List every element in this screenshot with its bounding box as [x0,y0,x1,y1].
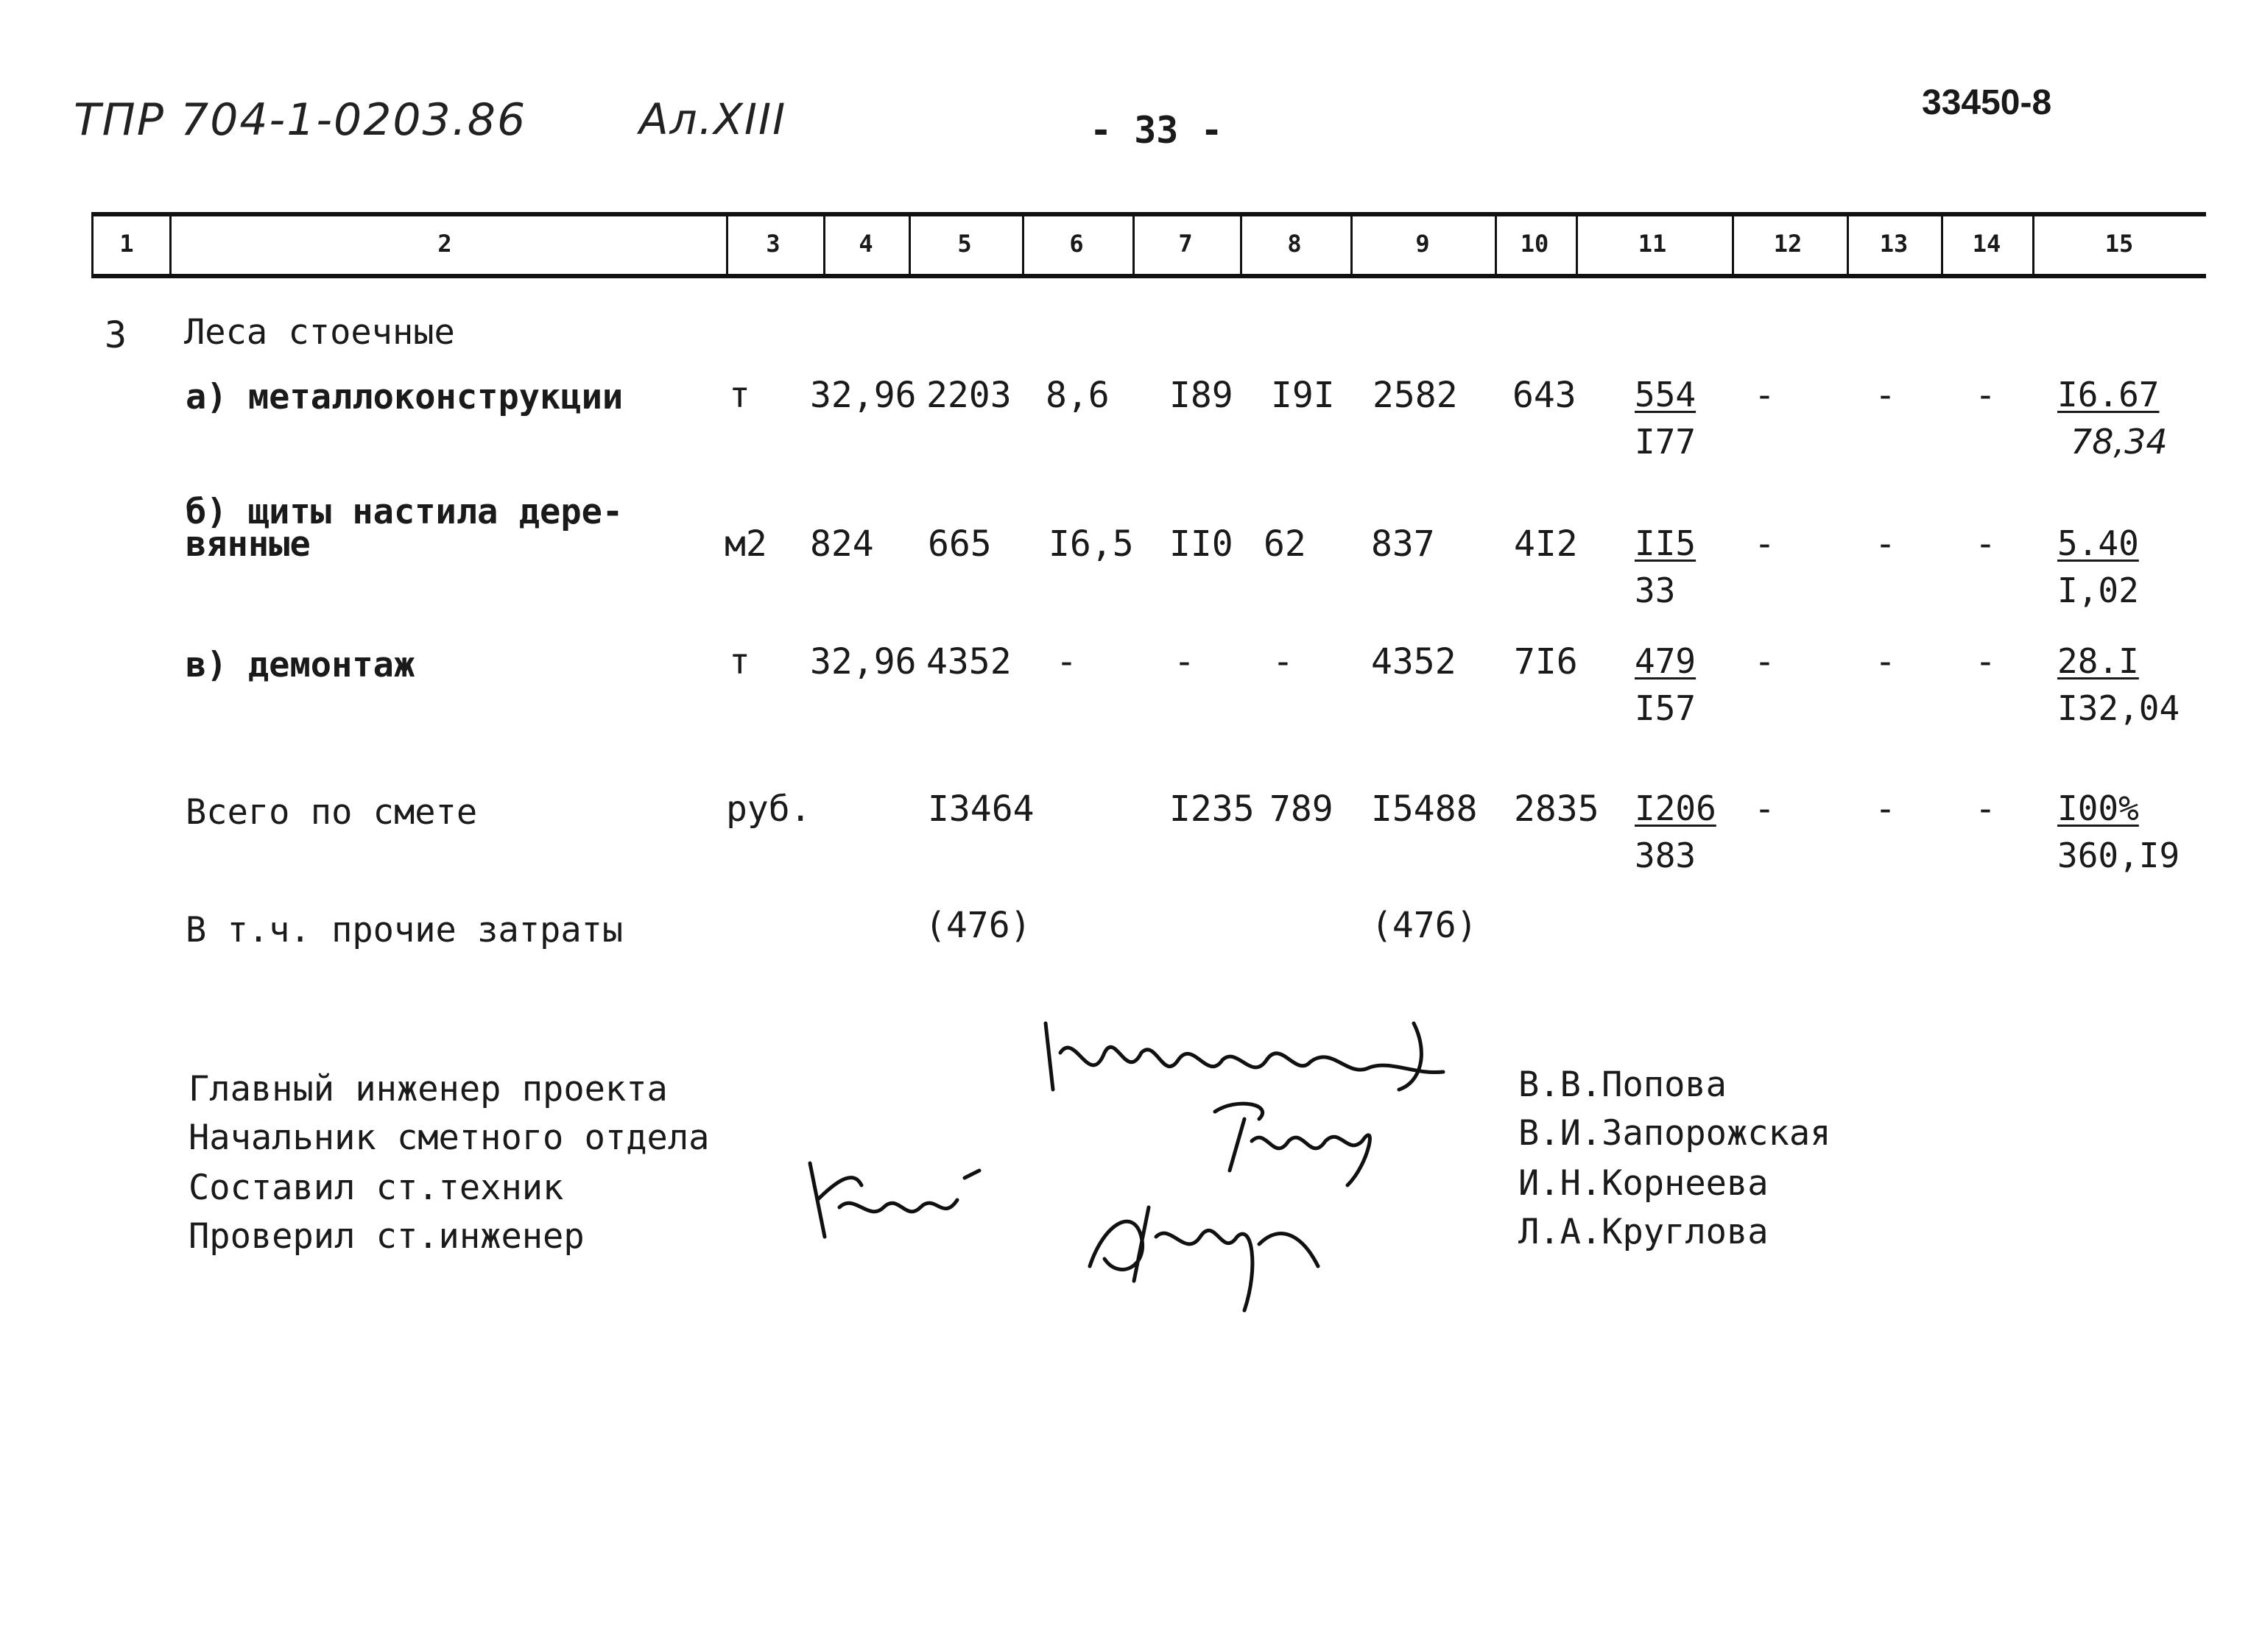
signature-zaporozhskaya [1185,1090,1392,1193]
column-number: 15 [2104,230,2134,258]
cell-c9: I5488 [1371,788,1478,830]
column-number: 13 [1879,230,1909,258]
cell-c4: 824 [810,523,874,565]
cell-c11 [1635,785,1716,879]
column-number: 10 [1520,230,1549,258]
cell-c12: - [1754,375,1775,416]
cell-c11 [1635,638,1696,732]
page-number: - 33 - [1090,109,1223,152]
cell-c15 [2057,371,2168,465]
cell-c15 [2057,638,2180,732]
cell-c9: 4352 [1371,641,1456,682]
column-number: 6 [1069,230,1084,258]
col-divider [1847,213,1849,277]
col-divider [169,213,172,277]
col-divider [1022,213,1024,277]
cell-c6: I6,5 [1049,523,1134,565]
role-compiler: Составил ст.техник [188,1168,564,1208]
col-divider [1132,213,1135,277]
row-name: а) металлоконструкции [186,377,624,417]
cell-c7: - [1174,641,1195,682]
cell-c13: - [1875,523,1896,565]
cell-c8: I9I [1271,375,1335,416]
cell-c5: 2203 [926,375,1012,416]
unit-cell: т [729,375,750,416]
cell-c11 [1635,520,1696,614]
unit-cell: м2 [725,523,767,565]
cell-c7: I235 [1169,788,1255,830]
cell-c9: 2582 [1373,375,1458,416]
row-name: в) демонтаж [186,645,415,685]
cell-c15-numerator: I6.67 [2057,375,2160,414]
col-divider [909,213,911,277]
role-checker: Проверил ст.инженер [188,1216,585,1257]
name-zaporozhskaya: В.И.Запорожская [1518,1113,1831,1154]
cell-c6: 8,6 [1046,375,1110,416]
cell-c13: - [1875,375,1896,416]
signature-kruglova [1075,1178,1325,1318]
cell-c5: (476) [925,905,1032,946]
total-label: Всего по смете [186,792,478,833]
cell-c5: 4352 [926,641,1012,682]
unit-cell: руб. [726,788,811,830]
column-number: 5 [957,230,972,258]
cell-c7: I89 [1169,375,1233,416]
cell-c11-numerator: II5 [1635,523,1696,563]
cell-c10: 2835 [1514,788,1599,830]
cell-c9: (476) [1371,905,1478,946]
cell-c14: - [1975,788,1996,830]
cell-c15-denominator: 360,I9 [2057,836,2180,875]
cell-c13: - [1875,788,1896,830]
cell-c15-numerator: 28.I [2057,641,2139,681]
album-number: Ал.XIII [639,94,787,144]
column-number: 14 [1972,230,2001,258]
cell-c14: - [1975,523,1996,565]
cell-c11 [1635,371,1696,465]
table-top-rule [91,212,2206,216]
cell-c13: - [1875,641,1896,682]
col-divider [823,213,825,277]
table-header-rule [91,274,2206,278]
column-number: 8 [1287,230,1302,258]
cell-c5: 665 [928,523,992,565]
cell-c8: 789 [1269,788,1333,830]
cell-c11-denominator: 33 [1635,571,1676,610]
cell-c8: - [1272,641,1294,682]
cell-c9: 837 [1371,523,1435,565]
cell-c11-denominator: I77 [1635,422,1696,462]
cell-c15-denominator: I,02 [2057,571,2139,610]
column-number: 2 [437,230,452,258]
cell-c11-denominator: 383 [1635,836,1696,875]
signature-korneeva [795,1148,987,1252]
col-divider [1941,213,1943,277]
col-divider [1732,213,1734,277]
col-divider [1350,213,1353,277]
inventory-number: 33450-8 [1922,83,2052,122]
col-divider [1576,213,1578,277]
cell-c7: II0 [1169,523,1233,565]
cell-c15-numerator: I00% [2057,788,2139,828]
column-number: 12 [1773,230,1803,258]
cell-c10: 643 [1512,375,1576,416]
cell-c14: - [1975,375,1996,416]
column-number: 3 [766,230,781,258]
cell-c10: 4I2 [1514,523,1578,565]
cell-c11-denominator: I57 [1635,688,1696,728]
cell-c10: 7I6 [1514,641,1578,682]
name-popova: В.В.Попова [1518,1065,1727,1105]
column-number: 1 [119,230,134,258]
col-divider [91,213,94,277]
name-korneeva: И.Н.Корнеева [1518,1163,1769,1204]
cell-c5: I3464 [928,788,1035,830]
cell-c4: 32,96 [810,375,917,416]
column-number: 11 [1638,230,1667,258]
role-estimate-head: Начальник сметного отдела [188,1118,710,1158]
name-kruglova: Л.А.Круглова [1518,1212,1769,1252]
column-number: 9 [1415,230,1430,258]
cell-c12: - [1754,788,1775,830]
section-number: 3 [105,314,127,356]
cell-c4: 32,96 [810,641,917,682]
unit-cell: т [729,641,750,682]
row-name-line2: вянные [186,524,311,565]
role-chief-engineer: Главный инженер проекта [188,1069,668,1109]
col-divider [1240,213,1242,277]
cell-c11-numerator: 554 [1635,375,1696,414]
col-divider [726,213,728,277]
cell-c6: - [1056,641,1077,682]
col-divider [2032,213,2034,277]
cell-c15-denominator: 78,34 [2071,422,2168,462]
row-name-line1: б) щиты настила дере- [186,492,624,532]
cell-c12: - [1754,641,1775,682]
cell-c11-numerator: I206 [1635,788,1716,828]
cell-c11-numerator: 479 [1635,641,1696,681]
column-number: 7 [1178,230,1193,258]
cell-c15-denominator: I32,04 [2057,688,2180,728]
column-number: 4 [859,230,873,258]
col-divider [1495,213,1497,277]
section-title: Леса стоечные [184,312,455,353]
cell-c15-numerator: 5.40 [2057,523,2139,563]
cell-c8: 62 [1264,523,1306,565]
cell-c14: - [1975,641,1996,682]
doc-code: ТПР 704-1-0203.86 [74,94,527,146]
cell-c15 [2057,785,2180,879]
cell-c15 [2057,520,2139,614]
cell-c12: - [1754,523,1775,565]
other-costs-label: В т.ч. прочие затраты [186,910,624,950]
